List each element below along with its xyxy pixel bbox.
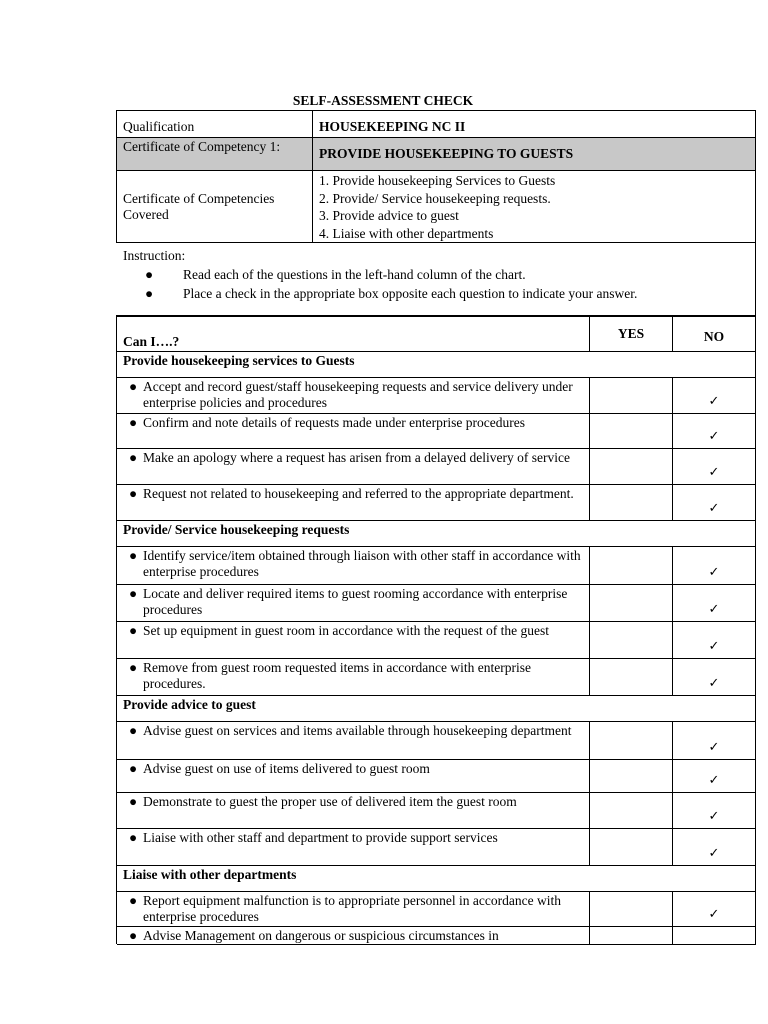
bullet-icon: ● [129,415,138,430]
question-cell [117,449,590,485]
column-header-question: Can I….? [117,316,590,352]
question-cell [117,585,590,622]
list-item [123,586,583,618]
bullet-icon: ● [129,928,138,943]
coc-label: Certificate of Competency 1: [117,138,313,171]
question-text: Confirm and note details of requests made under enterprise procedures [143,415,525,430]
no-checkbox[interactable]: ✓ [673,722,756,760]
yes-checkbox[interactable] [590,547,673,585]
covered-item: 1. Provide housekeeping Services to Guests [319,173,556,188]
no-checkbox[interactable] [673,927,756,945]
covered-item: 3. Provide advice to guest [319,208,459,223]
question-cell [117,659,590,696]
covered-items [313,171,756,243]
yes-checkbox[interactable] [590,760,673,793]
bullet-icon: ● [129,761,138,776]
bullet-icon: ● [129,450,138,465]
list-item [123,830,583,846]
no-checkbox[interactable]: ✓ [673,793,756,829]
list-item [123,928,583,944]
question-text: Make an apology where a request has arisen from a delayed delivery of service [143,450,570,465]
question-text: Advise guest on services and items available through housekeeping department [143,723,572,738]
question-cell [117,829,590,866]
no-checkbox[interactable]: ✓ [673,449,756,485]
qualification-value: HOUSEKEEPING NC II [313,111,756,138]
list-item [123,660,583,692]
list-item [123,623,583,639]
no-checkbox[interactable]: ✓ [673,414,756,449]
question-text: Accept and record guest/staff housekeeping requests and service delivery under enterprise policies and procedures [143,379,573,410]
instruction-label: Instruction: [123,248,186,263]
bullet-icon: ● [129,794,138,809]
question-text: Report equipment malfunction is to appropriate personnel in accordance with enterprise procedures [143,893,561,924]
question-cell [117,414,590,449]
covered-item: 2. Provide/ Service housekeeping requests. [319,190,551,206]
list-item [123,548,583,580]
yes-checkbox[interactable] [590,892,673,927]
question-text: Advise guest on use of items delivered to guest room [143,761,430,776]
question-cell [117,547,590,585]
no-checkbox[interactable]: ✓ [673,485,756,521]
bullet-icon: ● [129,548,138,563]
no-checkbox[interactable]: ✓ [673,547,756,585]
no-checkbox[interactable]: ✓ [673,829,756,866]
list-item [123,893,583,925]
bullet-icon: ● [145,267,154,282]
section-title: Provide advice to guest [117,696,756,722]
question-text: Identify service/item obtained through liaison with other staff in accordance with enterprise procedures [143,548,581,579]
covered-label: Certificate of Competencies Covered [117,171,313,243]
bullet-icon: ● [129,623,138,638]
yes-checkbox[interactable] [590,659,673,696]
question-text: Advise Management on dangerous or suspicious circumstances in [143,928,499,943]
no-checkbox[interactable]: ✓ [673,378,756,414]
question-text: Liaise with other staff and department to provide support services [143,830,498,845]
bullet-icon: ● [129,830,138,845]
yes-checkbox[interactable] [590,622,673,659]
instruction-item: ● Read each of the questions in the left-hand column of the chart. [145,267,526,282]
list-item [123,379,583,411]
yes-checkbox[interactable] [590,722,673,760]
section-title: Provide/ Service housekeeping requests [117,521,756,547]
question-text: Demonstrate to guest the proper use of delivered item the guest room [143,794,517,809]
instruction-block [117,243,756,317]
question-cell [117,378,590,414]
page-title: SELF-ASSESSMENT CHECK [292,93,474,108]
self-assessment-table [116,315,756,944]
bullet-icon: ● [129,893,138,908]
question-text: Remove from guest room requested items in accordance with enterprise procedures. [143,660,531,691]
bullet-icon: ● [129,660,138,675]
question-cell [117,927,590,945]
qualification-label: Qualification [117,111,313,138]
no-checkbox[interactable]: ✓ [673,659,756,696]
bullet-icon: ● [129,486,138,501]
question-text: Set up equipment in guest room in accordance with the request of the guest [143,623,550,638]
question-cell [117,793,590,829]
covered-item: 4. Liaise with other departments [319,225,494,241]
no-checkbox[interactable]: ✓ [673,622,756,659]
no-checkbox[interactable]: ✓ [673,892,756,927]
yes-checkbox[interactable] [590,585,673,622]
section-title: Liaise with other departments [117,866,756,892]
question-cell [117,622,590,659]
column-header-no: NO [673,316,756,352]
no-checkbox[interactable]: ✓ [673,585,756,622]
question-text: Request not related to housekeeping and referred to the appropriate department. [143,486,574,501]
header-table [116,110,756,301]
list-item [123,794,583,810]
instruction-item: ● Place a check in the appropriate box opposite each question to indicate your answer. [145,286,638,301]
bullet-icon: ● [145,286,154,301]
bullet-icon: ● [129,586,138,601]
no-checkbox[interactable]: ✓ [673,760,756,793]
yes-checkbox[interactable] [590,485,673,521]
bullet-icon: ● [129,723,138,738]
yes-checkbox[interactable] [590,414,673,449]
list-item [123,415,583,431]
yes-checkbox[interactable] [590,378,673,414]
yes-checkbox[interactable] [590,927,673,945]
question-cell [117,722,590,760]
question-cell [117,892,590,927]
bullet-icon: ● [129,379,138,394]
question-text: Locate and deliver required items to guest rooming accordance with enterprise procedures [143,586,568,617]
list-item [123,723,583,739]
yes-checkbox[interactable] [590,793,673,829]
question-cell [117,485,590,521]
section-title: Provide housekeeping services to Guests [117,352,756,378]
list-item [123,761,583,777]
list-item [123,486,583,502]
column-header-yes: YES [590,316,673,352]
question-cell [117,760,590,793]
list-item [123,450,583,466]
yes-checkbox[interactable] [590,449,673,485]
coc-value: PROVIDE HOUSEKEEPING TO GUESTS [313,138,756,171]
yes-checkbox[interactable] [590,829,673,866]
